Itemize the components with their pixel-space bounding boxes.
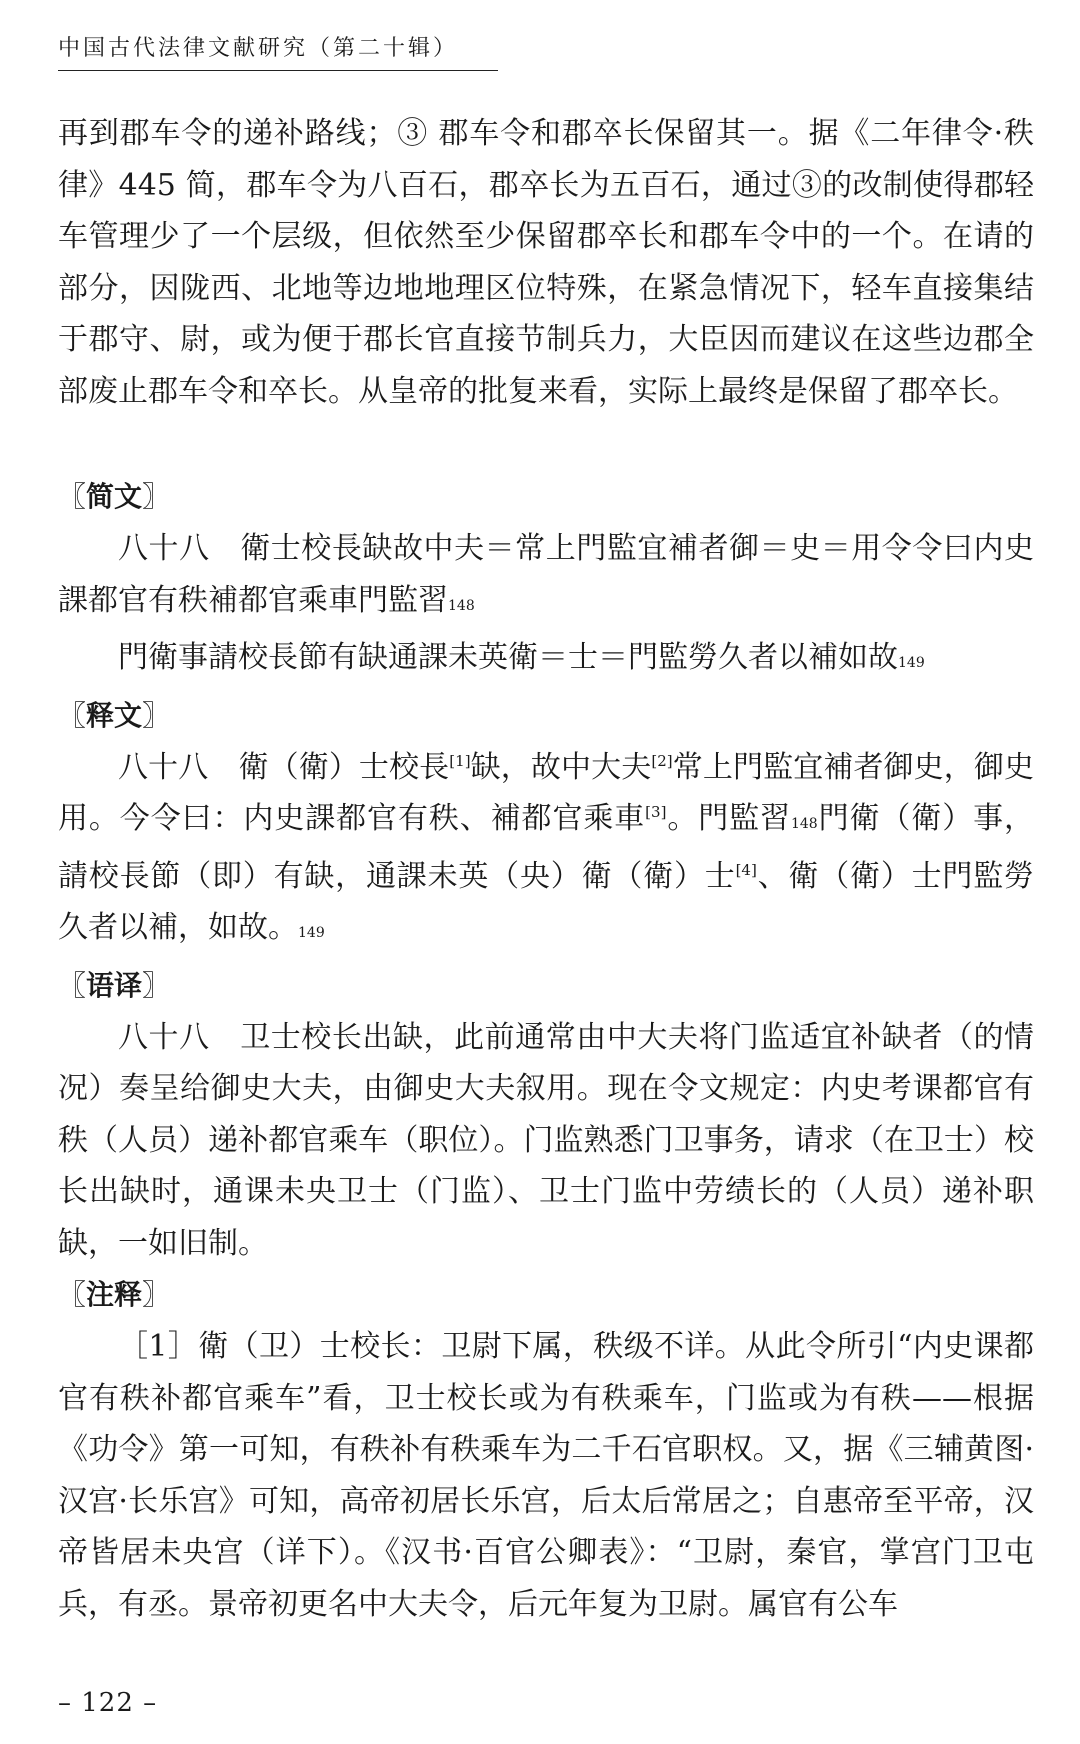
slip-number: 148 xyxy=(790,816,818,832)
heading-jianwen: 〖简文〗 xyxy=(58,480,171,513)
jianwen-line-2: 門衛事請校長節有缺通課未英衛＝士＝門監勞久者以補如故149 xyxy=(118,640,925,675)
running-header-text: 中国古代法律文献研究（第二十辑） xyxy=(58,36,459,61)
heading-shiwen: 〖释文〗 xyxy=(58,698,171,732)
jianwen-line-1: 八十八 衛士校長缺故中夫＝常上門監宜補者御＝史＝用令令曰内史課都官有秩補都官乘車門監習148 xyxy=(58,531,1034,618)
section-gap xyxy=(58,417,1034,471)
intro-paragraph: 再到郡车令的递补路线；③ 郡车令和郡卒长保留其一。据《二年律令·秩律》445 简，郡车令为八百石，郡卒长为五百石，通过③的改制使得郡轻车管理少了一个层级，但依然至少保留郡卒长和郡车令中的一个。在请的部分，因陇西、北地等边地地理区位特殊，在紧急情况下，轻车直接集结于郡守、尉，或为便于郡长官直接节制兵力，大臣因而建议在这些边郡全部废止郡车令和卒长。从皇帝的批复来看，实际上最终是保留了郡卒长。 xyxy=(58,116,1034,409)
page-body xyxy=(58,108,1034,1630)
slip-number: 149 xyxy=(898,655,925,671)
note-ref-1: [1] xyxy=(449,751,471,770)
running-header xyxy=(58,34,498,64)
shiwen-paragraph: 八十八 衛（衛）士校長[1]缺，故中大夫[2]常上門監宜補者御史，御史用。今令曰：内史課都官有秩、補都官乘車[3]。門監習148門衛（衛）事，請校長節（即）有缺，通課未英（央）衛（衛）士[4]、衛（衛）士門監勞久者以補，如故。149 xyxy=(58,749,1035,945)
note-ref-2: [2] xyxy=(651,751,673,770)
slip-number: 149 xyxy=(298,925,325,941)
slip-number: 148 xyxy=(448,597,475,614)
yuyi-paragraph: 八十八 卫士校长出缺，此前通常由中大夫将门监适宜补缺者（的情况）奏呈给御史大夫，由御史大夫叙用。现在令文规定：内史考课都官有秩（人员）递补都官乘车（职位）。门监熟悉门卫事务，请求（在卫士）校长出缺时，通课未央卫士（门监）、卫士门监中劳绩长的（人员）递补职缺，一如旧制。 xyxy=(58,1019,1034,1261)
heading-yuyi: 〖语译〗 xyxy=(58,968,171,1002)
zhushi-paragraph: ［1］衛（卫）士校长：卫尉下属，秩级不详。从此令所引“内史课都官有秩补都官乘车”看，卫士校长或为有秩乘车，门监或为有秩——根据《功令》第一可知，有秩补有秩乘车为二千石官职权。又，据《三辅黄图·汉宫·长乐宫》可知，高帝初居长乐宫，后太后常居之；自惠帝至平帝，汉帝皆居未央宫（详下）。《汉书·百官公卿表》：“卫尉，秦官，掌宫门卫屯兵，有丞。景帝初更名中大夫令，后元年复为卫尉。属官有公车 xyxy=(58,1329,1034,1622)
header-rule xyxy=(58,70,498,71)
note-ref-4: [4] xyxy=(735,860,757,879)
page-number: – 122 – xyxy=(58,1688,158,1718)
note-ref-3: [3] xyxy=(645,803,667,821)
heading-zhushi: 〖注释〗 xyxy=(58,1278,171,1311)
